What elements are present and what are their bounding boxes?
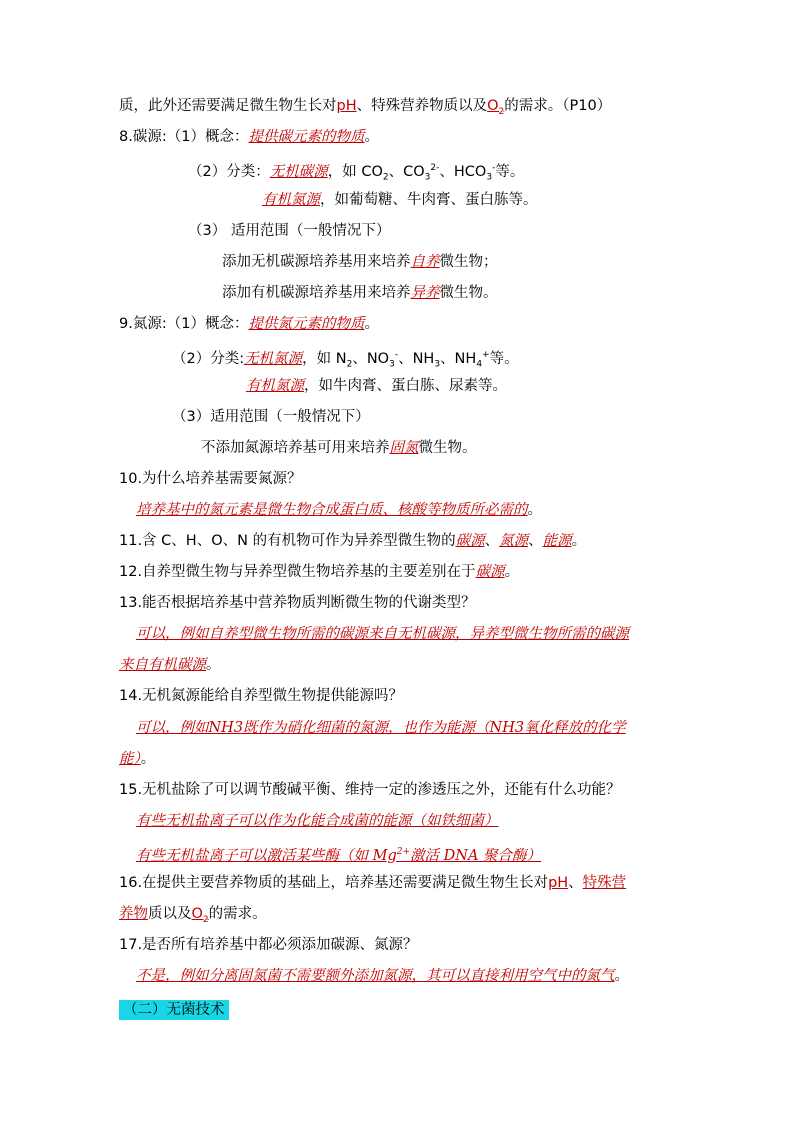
item-9-concept (119, 314, 379, 334)
answer: 培养基中的氮元素是微生物合成蛋白质、核酸等物质所必需的 (136, 502, 528, 518)
item-8-scope (188, 221, 390, 241)
text: （3）适用范围（一般情况下） (172, 409, 370, 425)
item-8-concept (119, 127, 379, 147)
item-9-scope-1 (201, 438, 477, 458)
answer-13-line-2: 来自有机碳源。 (119, 657, 221, 673)
answer: 氮源 (499, 533, 529, 549)
answer-15-line-2 (136, 842, 541, 866)
answer: 能源 (542, 533, 572, 549)
item-8-scope-1 (222, 252, 498, 272)
answer: 有些无机盐离子可以激活某些酶（如 $Mg^{2+}$激活 DNA 聚合酶） (136, 847, 542, 864)
text: 12.自养型微生物与异养型微生物培养基的主要差别在于 (119, 564, 476, 580)
text: 、特殊营养物质以及 (356, 98, 488, 114)
text: 。 (364, 316, 379, 332)
text: ，如 CO (327, 163, 383, 180)
text: 不添加氮源培养基可用来培养 (201, 440, 390, 456)
question-text: 15.无机盐除了可以调节酸碱平衡、维持一定的渗透压之外，还能有什么功能？ (119, 782, 621, 798)
item-9-scope (172, 407, 370, 427)
question-15 (119, 780, 621, 800)
line-1 (119, 96, 611, 122)
question-10 (119, 469, 302, 489)
answer-14-line-1 (136, 718, 626, 738)
text: （2）分类： (188, 163, 270, 180)
text: 添加有机碳源培养基用来培养 (222, 285, 411, 301)
item-8-class-2 (262, 190, 538, 210)
answer: pH (548, 875, 569, 891)
question-text: 17.是否所有培养基中都必须添加碳源、氮源？ (119, 937, 418, 953)
answer: 提供氮元素的物质 (248, 316, 365, 332)
question-11: 11.含 C、H、O、N 的有机物可作为异养型微生物的碳源、氮源、能源。 (119, 533, 587, 549)
text: 微生物。 (439, 285, 498, 301)
text: 8.碳源:（1）概念： (119, 129, 249, 145)
text: ，如牛肉膏、蛋白胨、尿素等。 (304, 378, 507, 394)
text: 。 (364, 129, 379, 145)
text: 质，此外还需要满足微生物生长对 (119, 98, 337, 114)
answer-15-line-1 (136, 811, 499, 831)
text: 添加无机碳源培养基用来培养 (222, 254, 411, 270)
answer: 自养 (410, 254, 440, 270)
answer: 有机氮源 (246, 378, 304, 394)
answer-o2: $O_2$ (191, 906, 209, 925)
text: 微生物。 (418, 440, 477, 456)
text: （3） 适用范围（一般情况下） (188, 223, 391, 239)
answer: 可以，例如NH3既作为硝化细菌的氮源，也作为能源（NH3氧化释放的化学 (136, 720, 626, 736)
question-text: 10.为什么培养基需要氮源？ (119, 471, 302, 487)
text: 的需求。（P10） (504, 98, 612, 114)
text: 9.氮源:（1）概念： (119, 316, 249, 332)
answer: 碳源 (475, 564, 505, 580)
answer: 来自有机碳源 (119, 657, 206, 673)
answer-o2: $O_2$ (487, 98, 505, 117)
answer: 养物 (119, 906, 148, 922)
item-9-class-2 (246, 376, 507, 396)
answer-17: 不是，例如分离固氮菌不需要额外添加氮源，其可以直接利用空气中的氮气。 (136, 968, 629, 984)
text: 11.含 C、H、O、N 的有机物可作为异养型微生物的 (119, 533, 456, 549)
text: 微生物； (439, 254, 498, 270)
answer: 有些无机盐离子可以作为化能合成菌的能源（如铁细菌） (136, 813, 499, 829)
answer: 碳源 (455, 533, 485, 549)
item-8-scope-2 (222, 283, 498, 303)
question-17 (119, 935, 418, 955)
answer-10: 培养基中的氮元素是微生物合成蛋白质、核酸等物质所必需的。 (136, 502, 542, 518)
question-12: 12.自养型微生物与异养型微生物培养基的主要差别在于碳源。 (119, 564, 520, 580)
answer: 特殊营 (582, 875, 627, 891)
question-text: 14.无机氮源能给自养型微生物提供能源吗？ (119, 688, 404, 704)
answer: 不是，例如分离固氮菌不需要额外添加氮源，其可以直接利用空气中的氮气 (136, 968, 615, 984)
answer: 能） (119, 751, 141, 767)
question-16-line-2: 养物质以及$O_2$的需求。 (119, 906, 267, 925)
answer: 提供碳元素的物质 (248, 129, 365, 145)
answer: 可以，例如自养型微生物所需的碳源来自无机碳源，异养型微生物所需的碳源 (136, 626, 629, 642)
answer-ph: pH (336, 98, 357, 114)
item-9-class: （2）分类:无机氮源，如 $N_2$、$NO_3^-$、$NH_3$、$NH_4^+$等。 (172, 350, 519, 370)
question-16: 16.在提供主要营养物质的基础上，培养基还需要满足微生物生长对pH、特殊营 (119, 875, 627, 891)
answer-13-line-1 (136, 624, 629, 644)
answer: 有机氮源 (262, 192, 320, 208)
question-text: 13.能否根据培养基中营养物质判断微生物的代谢类型？ (119, 595, 476, 611)
text: （2）分类: (172, 350, 245, 367)
question-13 (119, 593, 476, 613)
question-14 (119, 686, 403, 706)
answer: 无机碳源 (269, 163, 328, 180)
answer: 无机氮源 (244, 350, 303, 367)
section-heading: （二）无菌技术 (119, 1000, 229, 1020)
answer: 固氮 (389, 440, 419, 456)
item-8-class: （2）分类：无机碳源，如 $CO_2$、$CO_3^{2-}$、$HCO_3^-$等。 (188, 163, 525, 183)
text: ，如葡萄糖、牛肉膏、蛋白胨等。 (320, 192, 538, 208)
answer: 异养 (410, 285, 440, 301)
text: 16.在提供主要营养物质的基础上，培养基还需要满足微生物生长对 (119, 875, 549, 891)
answer-14-line-2: 能）。 (119, 751, 156, 767)
